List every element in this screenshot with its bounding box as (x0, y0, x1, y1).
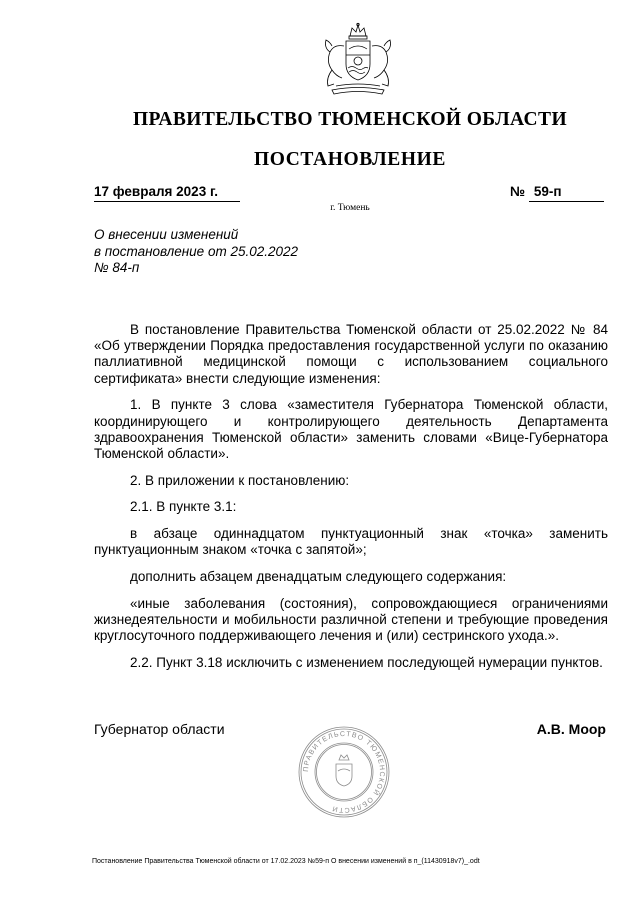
official-stamp-icon (296, 724, 392, 820)
coat-of-arms-icon (316, 22, 400, 98)
signatory-name: А.В. Моор (536, 721, 606, 737)
body-paragraph: 2.1. В пункте 3.1: (130, 499, 237, 515)
subject-line: № 84-п (94, 260, 140, 275)
body-paragraph: дополнить абзацем двенадцатым следующего содержания: (130, 568, 507, 584)
document-type: ПОСТАНОВЛЕНИЕ (253, 149, 447, 170)
body-paragraph: «иные заболевания (состояния), сопровождающиеся ограничениями жизнедеятельности и мобильности различной степени и требующие проведения круглосуточного поддерживающего лечения и (или) сестринского ухода.». (94, 595, 608, 644)
document-date: 17 февраля 2023 г. (94, 184, 240, 202)
body-paragraph: В постановление Правительства Тюменской области от 25.02.2022 № 84 «Об утверждении Порядка предоставления государственной услуги по оказанию паллиативной медицинской помощи с использованием социального сертификата» внести следующие изменения: (94, 322, 608, 386)
government-name: ПРАВИТЕЛЬСТВО ТЮМЕНСКОЙ ОБЛАСТИ (132, 109, 568, 130)
number-sign: № (510, 184, 526, 199)
subject-line: О внесении изменений (94, 227, 239, 242)
signatory-position: Губернатор области (94, 721, 225, 737)
subject-line: в постановление от 25.02.2022 (94, 243, 299, 259)
body-paragraph: 2.2. Пункт 3.18 исключить с изменением последующей нумерации пунктов. (130, 654, 603, 670)
document-subject (94, 227, 298, 277)
city-label: г. Тюмень (330, 203, 370, 213)
body-paragraph: 2. В приложении к постановлению: (130, 472, 350, 488)
document-body (94, 322, 608, 681)
footer-file-info: Постановление Правительства Тюменской области от 17.02.2023 №59-п О внесении изменений в п_(11430918v7)_.odt (92, 858, 480, 865)
stamp-text: ПРАВИТЕЛЬСТВО ТЮМЕНСКОЙ ОБЛАСТИ (302, 730, 386, 814)
body-paragraph: 1. В пункте 3 слова «заместителя Губернатора Тюменской области, координирующего и контролирующего деятельность Департамента здравоохранения Тюменской области» заменить словами «Вице-Губернатора Тюменской области». (94, 397, 608, 461)
document-number (510, 184, 604, 202)
number-value: 59-п (529, 184, 604, 202)
body-paragraph: в абзаце одиннадцатом пунктуационный знак «точка» заменить пунктуационным знаком «точка с запятой»; (94, 526, 608, 558)
